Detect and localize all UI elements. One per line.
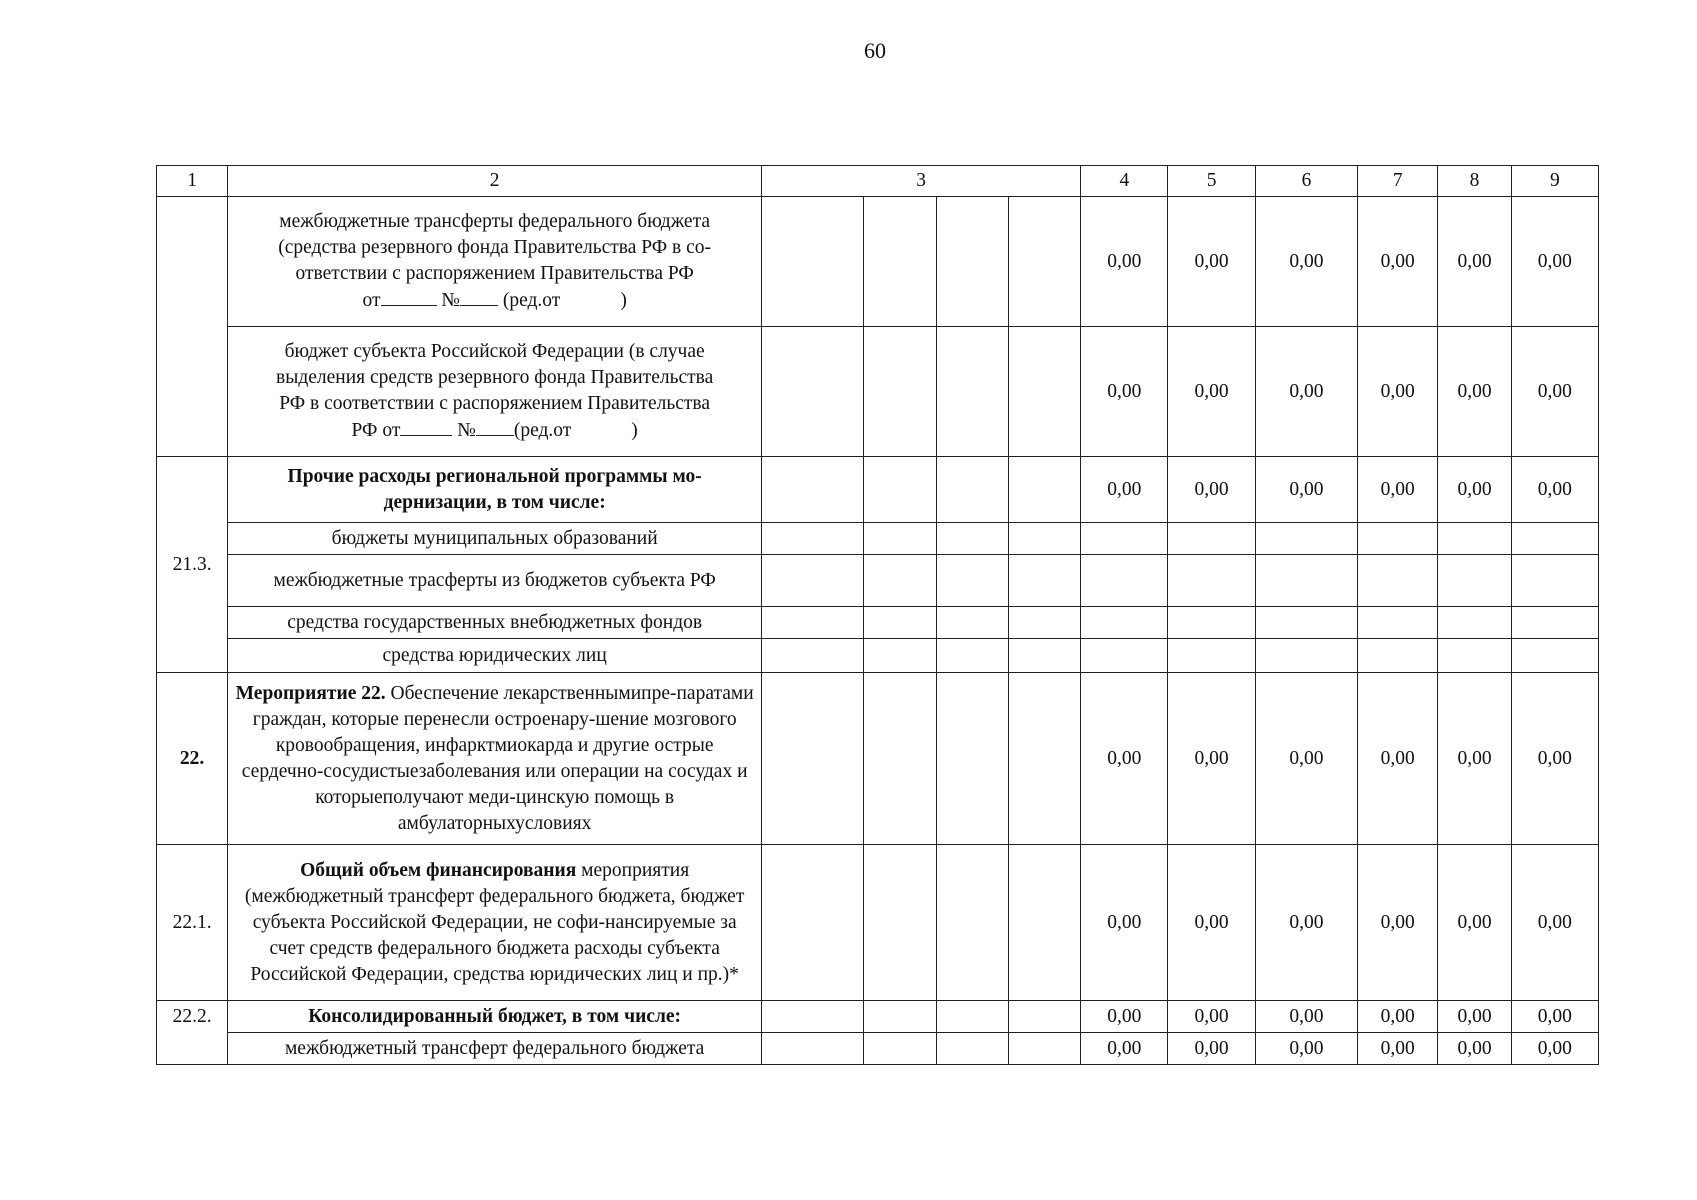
desc-line: межбюджетные трансферты федерального бюджета bbox=[279, 211, 711, 232]
value-cell: 0,00 bbox=[1255, 673, 1357, 845]
value-cell: 0,00 bbox=[1438, 845, 1511, 1001]
desc-line: (ред.от bbox=[502, 290, 561, 311]
value-cell: 0,00 bbox=[1255, 457, 1357, 523]
value-cell: 0,00 bbox=[1168, 197, 1255, 327]
row-description bbox=[228, 197, 762, 327]
desc-text: Обеспечение лекарственнымипре-паратами граждан, которые перенесли остроенару-шение мозгового кровообращения, инфарктмиокарда и другие острые сердечно-сосудистыезаболевания или операции на сосудах и которыеполучают меди-цинскую помощь в амбулаторныхусловиях bbox=[241, 682, 754, 834]
table-row bbox=[157, 639, 1599, 673]
value-cell: 0,00 bbox=[1511, 457, 1598, 523]
value-cell: 0,00 bbox=[1511, 1001, 1598, 1033]
row-subitem: бюджеты муниципальных образований bbox=[228, 523, 762, 555]
desc-line: № bbox=[441, 290, 460, 311]
header-cell: 9 bbox=[1511, 166, 1598, 197]
table-row bbox=[157, 1033, 1599, 1065]
value-cell: 0,00 bbox=[1438, 1001, 1511, 1033]
value-cell: 0,00 bbox=[1081, 845, 1168, 1001]
desc-line: (ред.от bbox=[513, 420, 572, 441]
value-cell: 0,00 bbox=[1168, 1033, 1255, 1065]
value-cell: 0,00 bbox=[1358, 457, 1438, 523]
table-row bbox=[157, 555, 1599, 607]
value-cell: 0,00 bbox=[1511, 1033, 1598, 1065]
table-row bbox=[157, 1001, 1599, 1033]
financing-table bbox=[156, 165, 1599, 1065]
value-cell: 0,00 bbox=[1511, 673, 1598, 845]
value-cell: 0,00 bbox=[1081, 457, 1168, 523]
row-description bbox=[228, 845, 762, 1001]
desc-line: РФ от bbox=[351, 420, 401, 441]
row-description bbox=[228, 327, 762, 457]
value-cell: 0,00 bbox=[1438, 197, 1511, 327]
header-cell: 3 bbox=[762, 166, 1081, 197]
row-title: Прочие расходы региональной программы мо-дернизации, в том числе: bbox=[228, 457, 762, 523]
value-cell: 0,00 bbox=[1081, 673, 1168, 845]
row-subitem: средства государственных внебюджетных фондов bbox=[228, 607, 762, 639]
row-number: 22.1. bbox=[157, 845, 228, 1001]
value-cell: 0,00 bbox=[1081, 327, 1168, 457]
value-cell: 0,00 bbox=[1168, 327, 1255, 457]
desc-text: мероприятия (межбюджетный трансферт федерального бюджета, бюджет субъекта Российской Федерации, не софи-нансируемые за счет средств федерального бюджета расходы субъекта Российской Федерации, средства юридических лиц и пр.)* bbox=[244, 859, 745, 985]
row-subitem: межбюджетные трасферты из бюджетов субъекта РФ bbox=[228, 555, 762, 607]
desc-line: ) bbox=[631, 420, 638, 441]
table-row bbox=[157, 845, 1599, 1001]
value-cell: 0,00 bbox=[1081, 1033, 1168, 1065]
desc-line: бюджет субъекта Российской Федерации (в случае bbox=[284, 341, 705, 362]
value-cell: 0,00 bbox=[1438, 327, 1511, 457]
header-cell: 6 bbox=[1255, 166, 1357, 197]
header-cell: 4 bbox=[1081, 166, 1168, 197]
header-cell: 8 bbox=[1438, 166, 1511, 197]
value-cell: 0,00 bbox=[1081, 197, 1168, 327]
value-cell: 0,00 bbox=[1168, 457, 1255, 523]
table-header-row bbox=[157, 166, 1599, 197]
header-cell: 2 bbox=[228, 166, 762, 197]
row-number-cell bbox=[157, 197, 228, 457]
desc-bold: Мероприятие 22. bbox=[235, 682, 386, 704]
value-cell: 0,00 bbox=[1511, 197, 1598, 327]
page-number: 60 bbox=[864, 38, 886, 63]
desc-line: (средства резервного фонда Правительства РФ в со- bbox=[278, 237, 712, 258]
row-description bbox=[228, 673, 762, 845]
row-number: 22. bbox=[157, 673, 228, 845]
desc-line: № bbox=[457, 420, 476, 441]
header-cell: 5 bbox=[1168, 166, 1255, 197]
table-row bbox=[157, 523, 1599, 555]
value-cell: 0,00 bbox=[1358, 845, 1438, 1001]
table-row bbox=[157, 673, 1599, 845]
table-row bbox=[157, 327, 1599, 457]
desc-line: РФ в соответствии с распоряжением Правительства bbox=[279, 393, 711, 414]
row-number: 21.3. bbox=[157, 457, 228, 673]
value-cell: 0,00 bbox=[1438, 673, 1511, 845]
header-cell: 1 bbox=[157, 166, 228, 197]
value-cell: 0,00 bbox=[1358, 1033, 1438, 1065]
value-cell: 0,00 bbox=[1438, 1033, 1511, 1065]
row-subitem: средства юридических лиц bbox=[228, 639, 762, 673]
header-cell: 7 bbox=[1358, 166, 1438, 197]
blank-field bbox=[476, 417, 514, 436]
row-number: 22.2. bbox=[157, 1001, 228, 1065]
value-cell: 0,00 bbox=[1168, 845, 1255, 1001]
value-cell: 0,00 bbox=[1358, 1001, 1438, 1033]
value-cell: 0,00 bbox=[1081, 1001, 1168, 1033]
blank-field bbox=[381, 287, 437, 306]
row-title: Консолидированный бюджет, в том числе: bbox=[228, 1001, 762, 1033]
table-row bbox=[157, 457, 1599, 523]
value-cell: 0,00 bbox=[1255, 1033, 1357, 1065]
value-cell: 0,00 bbox=[1511, 845, 1598, 1001]
blank-field bbox=[460, 287, 498, 306]
table-row bbox=[157, 197, 1599, 327]
value-cell: 0,00 bbox=[1168, 1001, 1255, 1033]
value-cell: 0,00 bbox=[1511, 327, 1598, 457]
value-cell: 0,00 bbox=[1255, 327, 1357, 457]
value-cell: 0,00 bbox=[1358, 673, 1438, 845]
value-cell: 0,00 bbox=[1168, 673, 1255, 845]
desc-line: от bbox=[362, 290, 381, 311]
value-cell: 0,00 bbox=[1255, 1001, 1357, 1033]
desc-line: выделения средств резервного фонда Правительства bbox=[276, 367, 714, 388]
blank-field bbox=[400, 417, 452, 436]
value-cell: 0,00 bbox=[1358, 197, 1438, 327]
desc-line: ответствии с распоряжением Правительства РФ bbox=[295, 263, 694, 284]
table-row bbox=[157, 607, 1599, 639]
value-cell: 0,00 bbox=[1438, 457, 1511, 523]
row-subitem: межбюджетный трансферт федерального бюджета bbox=[228, 1033, 762, 1065]
value-cell: 0,00 bbox=[1358, 327, 1438, 457]
value-cell: 0,00 bbox=[1255, 845, 1357, 1001]
value-cell: 0,00 bbox=[1255, 197, 1357, 327]
desc-bold: Общий объем финансирования bbox=[300, 859, 577, 881]
desc-line: ) bbox=[620, 290, 627, 311]
